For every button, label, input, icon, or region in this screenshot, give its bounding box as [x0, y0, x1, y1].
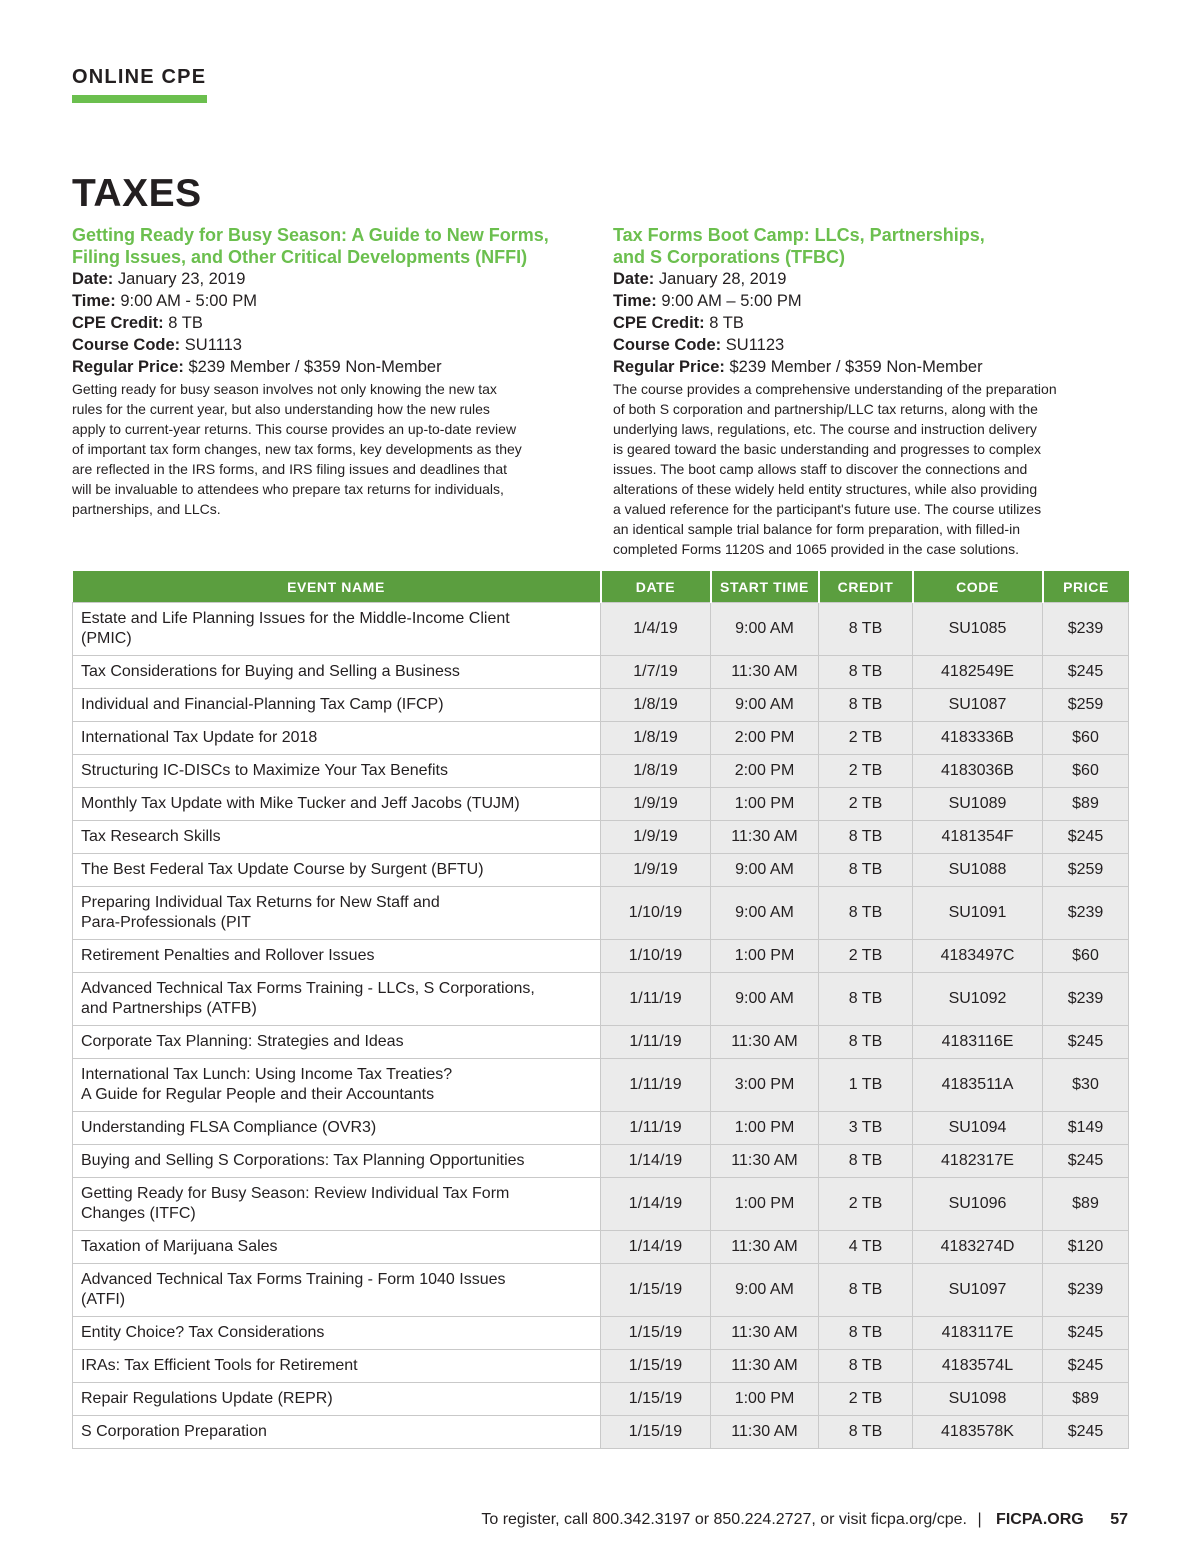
event-price: $89 [1043, 788, 1129, 821]
event-name-line: Individual and Financial-Planning Tax Camp (IFCP) [81, 696, 444, 713]
course-description: Getting ready for busy season involves not only knowing the new tax rules for the current year, but also understanding how the new rules apply to current-year returns. This course provides an up-to-date review of important tax form changes, new tax forms, key developments as they are reflected in the IRS forms, and IRS filing issues and deadlines that will be invaluable to attendees who prepare tax returns for individuals, partnerships, and LLCs. [72, 381, 522, 517]
event-credit: 8 TB [819, 689, 913, 722]
col-header-date: DATE [601, 571, 711, 603]
event-name [73, 973, 601, 1026]
table-row[interactable] [73, 1350, 1129, 1383]
event-credit: 1 TB [819, 1059, 913, 1112]
event-name [73, 1145, 601, 1178]
event-name-line: Retirement Penalties and Rollover Issues [81, 947, 375, 964]
event-date: 1/11/19 [601, 1059, 711, 1112]
event-name [73, 821, 601, 854]
event-name-line: International Tax Update for 2018 [81, 729, 318, 746]
event-code: SU1091 [913, 887, 1043, 940]
event-name [73, 755, 601, 788]
event-name-line: A Guide for Regular People and their Accountants [81, 1086, 435, 1103]
table-row[interactable] [73, 689, 1129, 722]
event-code: 4183274D [913, 1231, 1043, 1264]
event-name-line: Tax Considerations for Buying and Selling a Business [81, 663, 460, 680]
event-price: $89 [1043, 1178, 1129, 1231]
col-header-event-name: EVENT NAME [73, 571, 601, 603]
event-date: 1/8/19 [601, 689, 711, 722]
event-start-time: 1:00 PM [711, 1112, 819, 1145]
register-text: To register, call 800.342.3197 or 850.224.2727, or visit ficpa.org/cpe. [481, 1511, 967, 1528]
event-name [73, 887, 601, 940]
event-credit: 8 TB [819, 1145, 913, 1178]
course-title[interactable]: Getting Ready for Busy Season: A Guide to New Forms, Filing Issues, and Other Critical Developments (NFFI) [72, 225, 549, 267]
event-name [73, 1112, 601, 1145]
page-title: TAXES [72, 172, 202, 215]
event-name-line: Repair Regulations Update (REPR) [81, 1390, 333, 1407]
event-price: $245 [1043, 1350, 1129, 1383]
event-start-time: 9:00 AM [711, 689, 819, 722]
event-name [73, 1059, 601, 1112]
table-row[interactable] [73, 1231, 1129, 1264]
table-row[interactable] [73, 788, 1129, 821]
course-price: Regular Price: $239 Member / $359 Non-Member [613, 358, 983, 376]
event-date: 1/15/19 [601, 1317, 711, 1350]
event-code: 4183336B [913, 722, 1043, 755]
event-name [73, 1317, 601, 1350]
event-date: 1/4/19 [601, 603, 711, 656]
event-credit: 2 TB [819, 1178, 913, 1231]
event-credit: 8 TB [819, 854, 913, 887]
event-credit: 2 TB [819, 940, 913, 973]
event-credit: 8 TB [819, 821, 913, 854]
event-name-line: Understanding FLSA Compliance (OVR3) [81, 1119, 377, 1136]
event-start-time: 2:00 PM [711, 722, 819, 755]
table-body [73, 603, 1129, 1449]
course-time: Time: 9:00 AM - 5:00 PM [72, 292, 257, 310]
event-price: $120 [1043, 1231, 1129, 1264]
event-name [73, 1416, 601, 1449]
table-row[interactable] [73, 854, 1129, 887]
event-name-line: IRAs: Tax Efficient Tools for Retirement [81, 1357, 358, 1374]
section-label: ONLINE CPE [72, 66, 207, 88]
event-code: 4183116E [913, 1026, 1043, 1059]
event-price: $60 [1043, 940, 1129, 973]
event-start-time: 9:00 AM [711, 1264, 819, 1317]
event-date: 1/8/19 [601, 755, 711, 788]
table-row[interactable] [73, 1178, 1129, 1231]
event-code: 4182317E [913, 1145, 1043, 1178]
event-price: $245 [1043, 1026, 1129, 1059]
event-credit: 2 TB [819, 1383, 913, 1416]
event-name-line: The Best Federal Tax Update Course by Surgent (BFTU) [81, 861, 484, 878]
event-name [73, 656, 601, 689]
event-price: $239 [1043, 973, 1129, 1026]
table-row[interactable] [73, 656, 1129, 689]
event-date: 1/9/19 [601, 854, 711, 887]
event-name-line: S Corporation Preparation [81, 1423, 267, 1440]
event-date: 1/11/19 [601, 1026, 711, 1059]
event-date: 1/15/19 [601, 1383, 711, 1416]
event-code: SU1098 [913, 1383, 1043, 1416]
event-start-time: 11:30 AM [711, 656, 819, 689]
course-code: Course Code: SU1123 [613, 336, 785, 354]
course-date: Date: January 28, 2019 [613, 270, 787, 288]
event-price: $245 [1043, 656, 1129, 689]
event-credit: 8 TB [819, 1416, 913, 1449]
event-credit: 2 TB [819, 755, 913, 788]
event-code: SU1085 [913, 603, 1043, 656]
event-name-line: Monthly Tax Update with Mike Tucker and Jeff Jacobs (TUJM) [81, 795, 520, 812]
event-name-line: Corporate Tax Planning: Strategies and Ideas [81, 1033, 404, 1050]
event-price: $245 [1043, 1317, 1129, 1350]
event-name-line: Getting Ready for Busy Season: Review Individual Tax Form [81, 1185, 510, 1202]
event-name-line: and Partnerships (ATFB) [81, 1000, 257, 1017]
col-header-credit: CREDIT [819, 571, 913, 603]
event-code: SU1087 [913, 689, 1043, 722]
page-number: 57 [1110, 1511, 1128, 1528]
event-date: 1/10/19 [601, 940, 711, 973]
event-name-line: Advanced Technical Tax Forms Training - LLCs, S Corporations, [81, 980, 535, 997]
event-start-time: 1:00 PM [711, 940, 819, 973]
event-date: 1/9/19 [601, 788, 711, 821]
event-price: $89 [1043, 1383, 1129, 1416]
event-credit: 8 TB [819, 1026, 913, 1059]
table-row[interactable] [73, 1059, 1129, 1112]
event-credit: 8 TB [819, 1317, 913, 1350]
event-start-time: 1:00 PM [711, 788, 819, 821]
event-name-line: Para-Professionals (PIT [81, 914, 251, 931]
event-date: 1/15/19 [601, 1416, 711, 1449]
course-credit: CPE Credit: 8 TB [613, 314, 744, 332]
event-start-time: 11:30 AM [711, 1416, 819, 1449]
course-title[interactable]: Tax Forms Boot Camp: LLCs, Partnerships, and S Corporations (TFBC) [613, 225, 985, 267]
table-row[interactable] [73, 1383, 1129, 1416]
event-price: $60 [1043, 722, 1129, 755]
event-credit: 2 TB [819, 788, 913, 821]
table-row[interactable] [73, 973, 1129, 1026]
event-name-line: Tax Research Skills [81, 828, 221, 845]
event-start-time: 11:30 AM [711, 821, 819, 854]
course-description: The course provides a comprehensive understanding of the preparation of both S corporation and partnership/LLC tax returns, along with the underlying laws, regulations, etc. The course and instruction delivery is geared toward the basic understanding and progresses to complex issues. The boot camp allows staff to discover the connections and alterations of these widely held entity structures, while also providing a valued reference for the participant's future use. The course utilizes an identical sample trial balance for form preparation, with filled-in completed Forms 1120S and 1065 provided in the case solutions. [613, 381, 1057, 557]
event-name-line: Taxation of Marijuana Sales [81, 1238, 278, 1255]
event-price: $239 [1043, 1264, 1129, 1317]
event-date: 1/10/19 [601, 887, 711, 940]
event-name-line: Advanced Technical Tax Forms Training - Form 1040 Issues [81, 1271, 506, 1288]
event-credit: 8 TB [819, 656, 913, 689]
event-name-line: Estate and Life Planning Issues for the Middle-Income Client [81, 610, 510, 627]
event-start-time: 9:00 AM [711, 603, 819, 656]
event-date: 1/9/19 [601, 821, 711, 854]
event-name-line: Preparing Individual Tax Returns for New Staff and [81, 894, 440, 911]
event-credit: 3 TB [819, 1112, 913, 1145]
event-price: $245 [1043, 1416, 1129, 1449]
site-link[interactable]: FICPA.ORG [996, 1511, 1084, 1528]
event-name [73, 689, 601, 722]
event-code: 4183578K [913, 1416, 1043, 1449]
event-name-line: (PMIC) [81, 630, 132, 647]
event-name [73, 1264, 601, 1317]
featured-course-nffi [72, 224, 582, 519]
event-code: SU1089 [913, 788, 1043, 821]
event-name [73, 603, 601, 656]
event-credit: 8 TB [819, 1264, 913, 1317]
event-start-time: 1:00 PM [711, 1178, 819, 1231]
table-row[interactable] [73, 722, 1129, 755]
event-code: 4183497C [913, 940, 1043, 973]
event-credit: 2 TB [819, 722, 913, 755]
table-row[interactable] [73, 821, 1129, 854]
event-date: 1/8/19 [601, 722, 711, 755]
section-accent-bar [72, 95, 207, 103]
event-name-line: Structuring IC-DISCs to Maximize Your Tax Benefits [81, 762, 448, 779]
table-row[interactable] [73, 940, 1129, 973]
table-row[interactable] [73, 1317, 1129, 1350]
event-name-line: (ATFI) [81, 1291, 126, 1308]
course-price: Regular Price: $239 Member / $359 Non-Member [72, 358, 442, 376]
table-row[interactable] [73, 755, 1129, 788]
course-time: Time: 9:00 AM – 5:00 PM [613, 292, 802, 310]
table-row[interactable] [73, 1264, 1129, 1317]
event-name [73, 1383, 601, 1416]
event-code: 4182549E [913, 656, 1043, 689]
table-row[interactable] [73, 1416, 1129, 1449]
event-credit: 8 TB [819, 603, 913, 656]
event-price: $259 [1043, 689, 1129, 722]
event-code: 4181354F [913, 821, 1043, 854]
event-name [73, 1026, 601, 1059]
event-price: $239 [1043, 887, 1129, 940]
event-name-line: Entity Choice? Tax Considerations [81, 1324, 325, 1341]
event-start-time: 2:00 PM [711, 755, 819, 788]
event-name-line: Changes (ITFC) [81, 1205, 196, 1222]
footer-separator: | [977, 1511, 982, 1528]
table-row[interactable] [73, 887, 1129, 940]
event-code: 4183036B [913, 755, 1043, 788]
event-name [73, 1178, 601, 1231]
event-name [73, 854, 601, 887]
event-start-time: 9:00 AM [711, 973, 819, 1026]
event-code: SU1088 [913, 854, 1043, 887]
event-start-time: 11:30 AM [711, 1231, 819, 1264]
event-date: 1/14/19 [601, 1145, 711, 1178]
event-start-time: 1:00 PM [711, 1383, 819, 1416]
event-price: $30 [1043, 1059, 1129, 1112]
event-name-line: International Tax Lunch: Using Income Tax Treaties? [81, 1066, 453, 1083]
event-name-line: Buying and Selling S Corporations: Tax Planning Opportunities [81, 1152, 525, 1169]
events-table [72, 571, 1129, 1449]
event-name [73, 788, 601, 821]
event-credit: 8 TB [819, 1350, 913, 1383]
event-code: SU1092 [913, 973, 1043, 1026]
event-price: $149 [1043, 1112, 1129, 1145]
col-header-start-time: START TIME [711, 571, 819, 603]
course-date: Date: January 23, 2019 [72, 270, 246, 288]
event-start-time: 3:00 PM [711, 1059, 819, 1112]
event-credit: 4 TB [819, 1231, 913, 1264]
event-date: 1/15/19 [601, 1264, 711, 1317]
event-name [73, 722, 601, 755]
event-price: $239 [1043, 603, 1129, 656]
table-row[interactable] [73, 1112, 1129, 1145]
course-credit: CPE Credit: 8 TB [72, 314, 203, 332]
event-name [73, 940, 601, 973]
event-price: $60 [1043, 755, 1129, 788]
event-price: $245 [1043, 821, 1129, 854]
footer [481, 1511, 1128, 1529]
event-code: SU1097 [913, 1264, 1043, 1317]
event-start-time: 11:30 AM [711, 1317, 819, 1350]
event-date: 1/11/19 [601, 973, 711, 1026]
event-code: 4183511A [913, 1059, 1043, 1112]
event-credit: 8 TB [819, 973, 913, 1026]
col-header-code: CODE [913, 571, 1043, 603]
event-start-time: 9:00 AM [711, 887, 819, 940]
event-code: SU1094 [913, 1112, 1043, 1145]
event-code: 4183574L [913, 1350, 1043, 1383]
event-price: $259 [1043, 854, 1129, 887]
event-start-time: 11:30 AM [711, 1350, 819, 1383]
event-start-time: 11:30 AM [711, 1145, 819, 1178]
event-date: 1/7/19 [601, 656, 711, 689]
event-name [73, 1231, 601, 1264]
table-row[interactable] [73, 1026, 1129, 1059]
table-row[interactable] [73, 1145, 1129, 1178]
event-date: 1/14/19 [601, 1231, 711, 1264]
event-name [73, 1350, 601, 1383]
table-header-row [73, 571, 1129, 603]
course-code: Course Code: SU1113 [72, 336, 242, 354]
event-date: 1/11/19 [601, 1112, 711, 1145]
featured-course-tfbc [613, 224, 1123, 559]
event-price: $245 [1043, 1145, 1129, 1178]
event-date: 1/15/19 [601, 1350, 711, 1383]
event-code: SU1096 [913, 1178, 1043, 1231]
event-start-time: 11:30 AM [711, 1026, 819, 1059]
col-header-price: PRICE [1043, 571, 1129, 603]
event-date: 1/14/19 [601, 1178, 711, 1231]
table-row[interactable] [73, 603, 1129, 656]
event-credit: 8 TB [819, 887, 913, 940]
event-code: 4183117E [913, 1317, 1043, 1350]
event-start-time: 9:00 AM [711, 854, 819, 887]
